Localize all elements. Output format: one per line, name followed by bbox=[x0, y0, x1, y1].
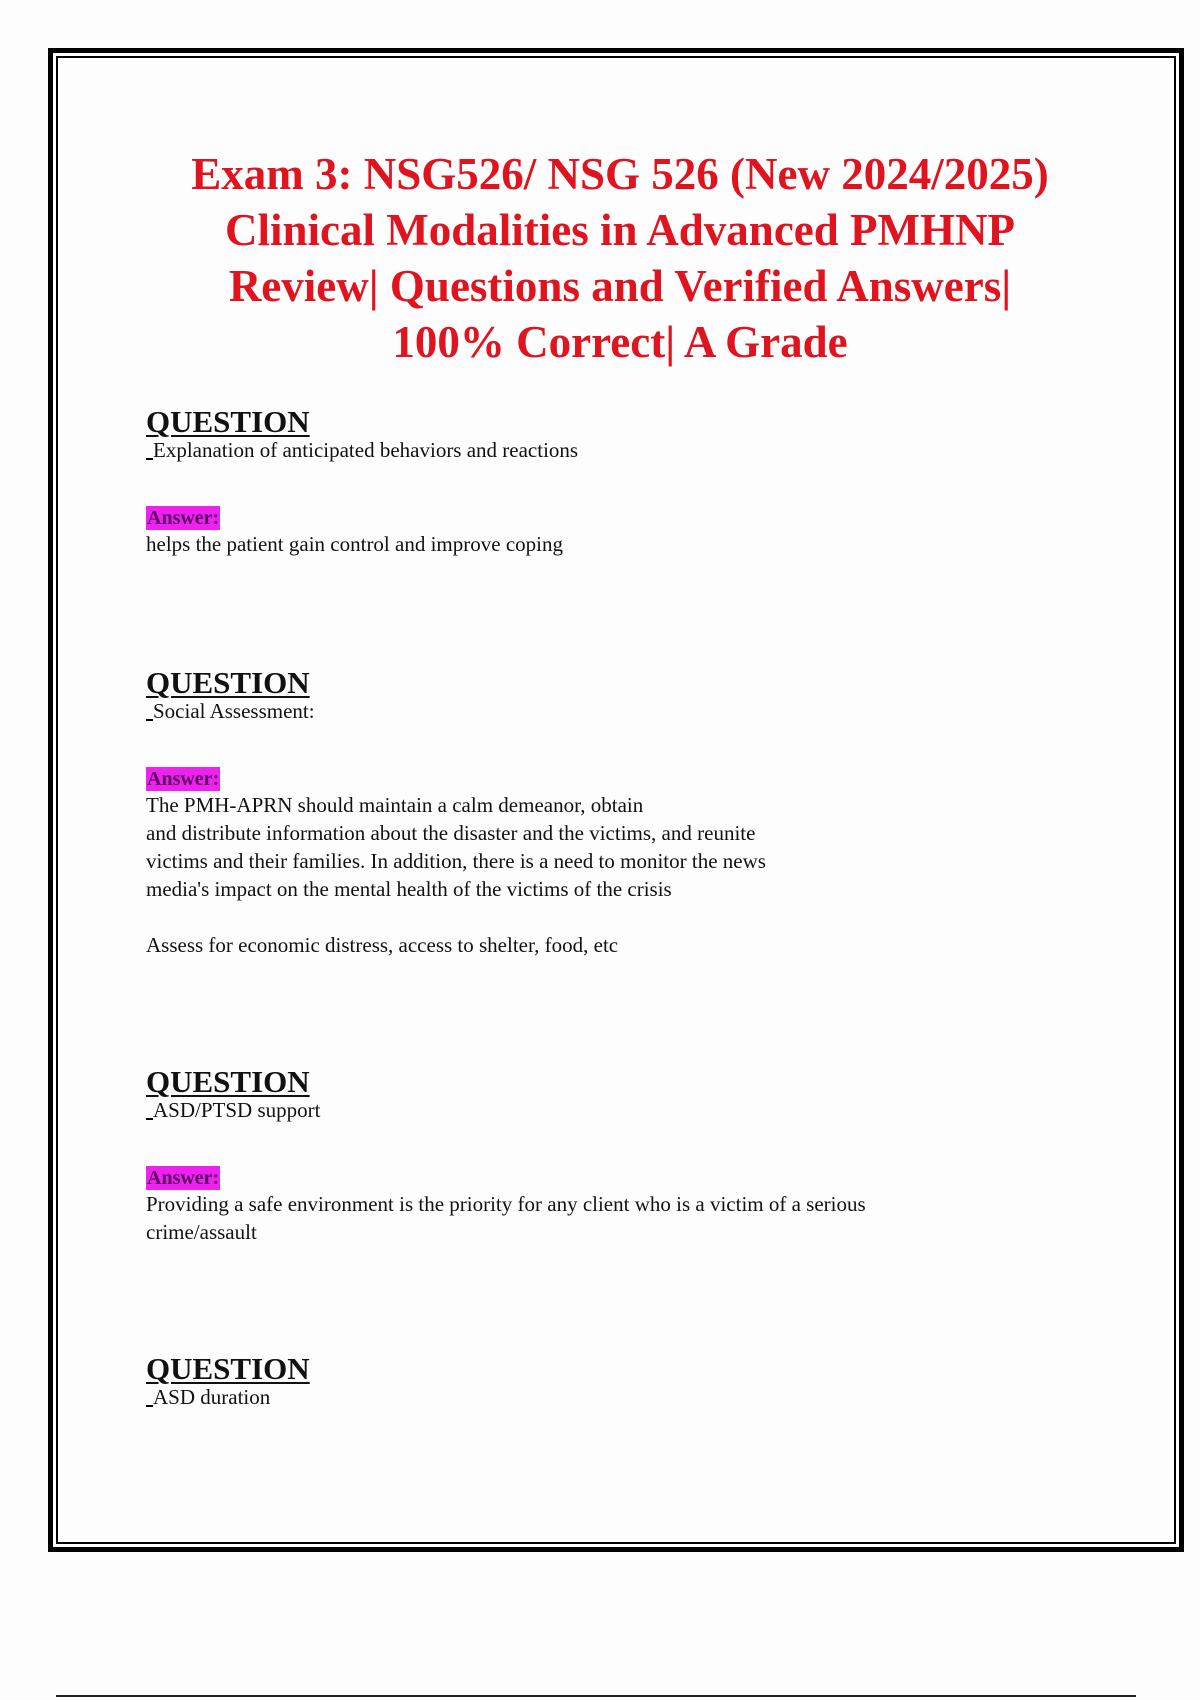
bullet-mark bbox=[146, 458, 153, 460]
answer-text bbox=[146, 530, 1046, 558]
bullet-mark bbox=[146, 1118, 153, 1120]
question-heading: QUESTION bbox=[146, 665, 310, 700]
paragraph-gap bbox=[146, 903, 1046, 931]
question-heading: QUESTION bbox=[146, 1064, 310, 1099]
answer-line: The PMH-APRN should maintain a calm demeanor, obtain bbox=[146, 793, 644, 817]
question-text bbox=[146, 698, 1046, 725]
bullet-mark bbox=[146, 1405, 153, 1407]
qa-item-1 bbox=[146, 405, 1046, 558]
answer-text bbox=[146, 1190, 1046, 1246]
answer-line: crime/assault bbox=[146, 1220, 257, 1244]
qa-item-2 bbox=[146, 666, 1046, 959]
question-label: ASD/PTSD support bbox=[153, 1098, 321, 1122]
answer-line: victims and their families. In addition, there is a need to monitor the news bbox=[146, 849, 766, 873]
question-label: ASD duration bbox=[153, 1385, 271, 1409]
answer-line: Providing a safe environment is the priority for any client who is a victim of a serious bbox=[146, 1192, 866, 1216]
title-line: Review| Questions and Verified Answers| bbox=[228, 261, 1012, 311]
answer-line: and distribute information about the disaster and the victims, and reunite bbox=[146, 821, 756, 845]
answer-line: helps the patient gain control and improve coping bbox=[146, 532, 563, 556]
title-line: Exam 3: NSG526/ NSG 526 (New 2024/2025) bbox=[191, 149, 1049, 199]
question-label: Social Assessment: bbox=[153, 699, 315, 723]
answer-text bbox=[146, 791, 1046, 959]
question-text bbox=[146, 1384, 1046, 1411]
question-label: Explanation of anticipated behaviors and reactions bbox=[153, 438, 579, 462]
footer-divider bbox=[56, 1695, 1136, 1697]
answer-line: media's impact on the mental health of the victims of the crisis bbox=[146, 877, 672, 901]
document-title bbox=[140, 146, 1100, 370]
question-text bbox=[146, 1097, 1046, 1124]
answer-label: Answer: bbox=[147, 1167, 220, 1189]
question-text bbox=[146, 437, 1046, 464]
qa-item-4 bbox=[146, 1352, 1046, 1411]
title-line: 100% Correct| A Grade bbox=[392, 317, 848, 367]
answer-label: Answer: bbox=[147, 507, 220, 529]
question-heading: QUESTION bbox=[146, 404, 310, 439]
answer-label: Answer: bbox=[147, 768, 220, 790]
qa-item-3 bbox=[146, 1065, 1046, 1246]
title-line: Clinical Modalities in Advanced PMHNP bbox=[224, 205, 1015, 255]
question-heading: QUESTION bbox=[146, 1351, 310, 1386]
answer-line: Assess for economic distress, access to shelter, food, etc bbox=[146, 933, 619, 957]
bullet-mark bbox=[146, 719, 153, 721]
